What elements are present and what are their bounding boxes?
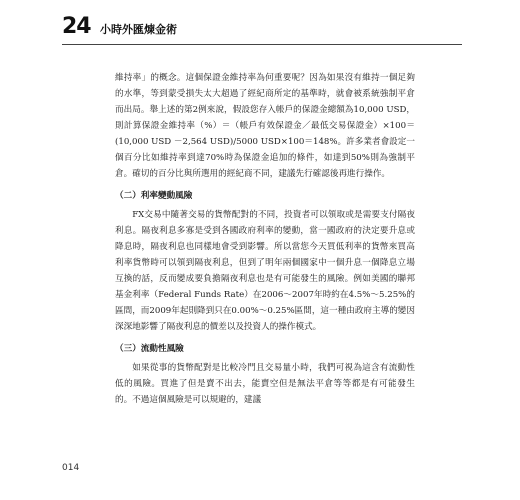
page-number: 014: [62, 463, 80, 473]
chapter-number: 24: [62, 14, 91, 39]
page-body: [115, 70, 415, 408]
paragraph-interest-rate-risk: FX交易中隨著交易的貨幣配對的不同，投資者可以領取或是需要支付隔夜利息。隔夜利息多寡是受到各國政府利率的變動，當一國政府的決定要升息或降息時，隔夜利息也同樣地會受到影響。所以當您今天買低利率的貨幣來買高利率貨幣時可以領到隔夜利息，但到了明年兩個國家中一個升息一個降息立場互換的話，反而變成要負擔隔夜利息也是有可能發生的風險。例如美國的聯邦基金利率（Federal Funds Rate）在2006～2007年時約在4.5%～5.25%的區間，而2009年起則降到只在0.00%～0.25%區間，這一種由政府主導的變因深深地影響了隔夜利息的價差以及投資人的操作模式。: [115, 210, 415, 332]
paragraph-maintenance-margin: 維持率」的概念。這個保證金維持率為何重要呢？因為如果沒有維持一個足夠的水準，等到蒙受損失太大超過了經紀商所定的基準時，就會被系統強制平倉而出局。舉上述的第2例來說，假設您存入帳戶的保證金總額為10,000 USD，則計算保證金維持率（%）＝（帳戶有效保證金／最低交易保證金）×100＝(10,000 USD －2,564 USD)/5000 USD×100＝148%。許多業者會設定一個百分比如維持率到達70%時為保證金追加的條件，如達到50%則為強制平倉。確切的百分比與所選用的經紀商不同，建議先行確認後再進行操作。: [115, 73, 415, 179]
book-title: 小時外匯煉金術: [100, 23, 177, 36]
section-heading-liquidity-risk: （三）流動性風險: [115, 344, 184, 354]
section-heading-interest-rate-risk: （二）利率變動風險: [115, 191, 193, 201]
header-rule: [62, 44, 462, 45]
paragraph-liquidity-risk: 如果從事的貨幣配對是比較冷門且交易量小時，我們可視為這含有流動性低的風險。買進了但是賣不出去，能賣空但是無法平倉等等都是有可能發生的。不過這個風險是可以規避的，建議: [115, 363, 415, 405]
page-header: [62, 14, 462, 46]
